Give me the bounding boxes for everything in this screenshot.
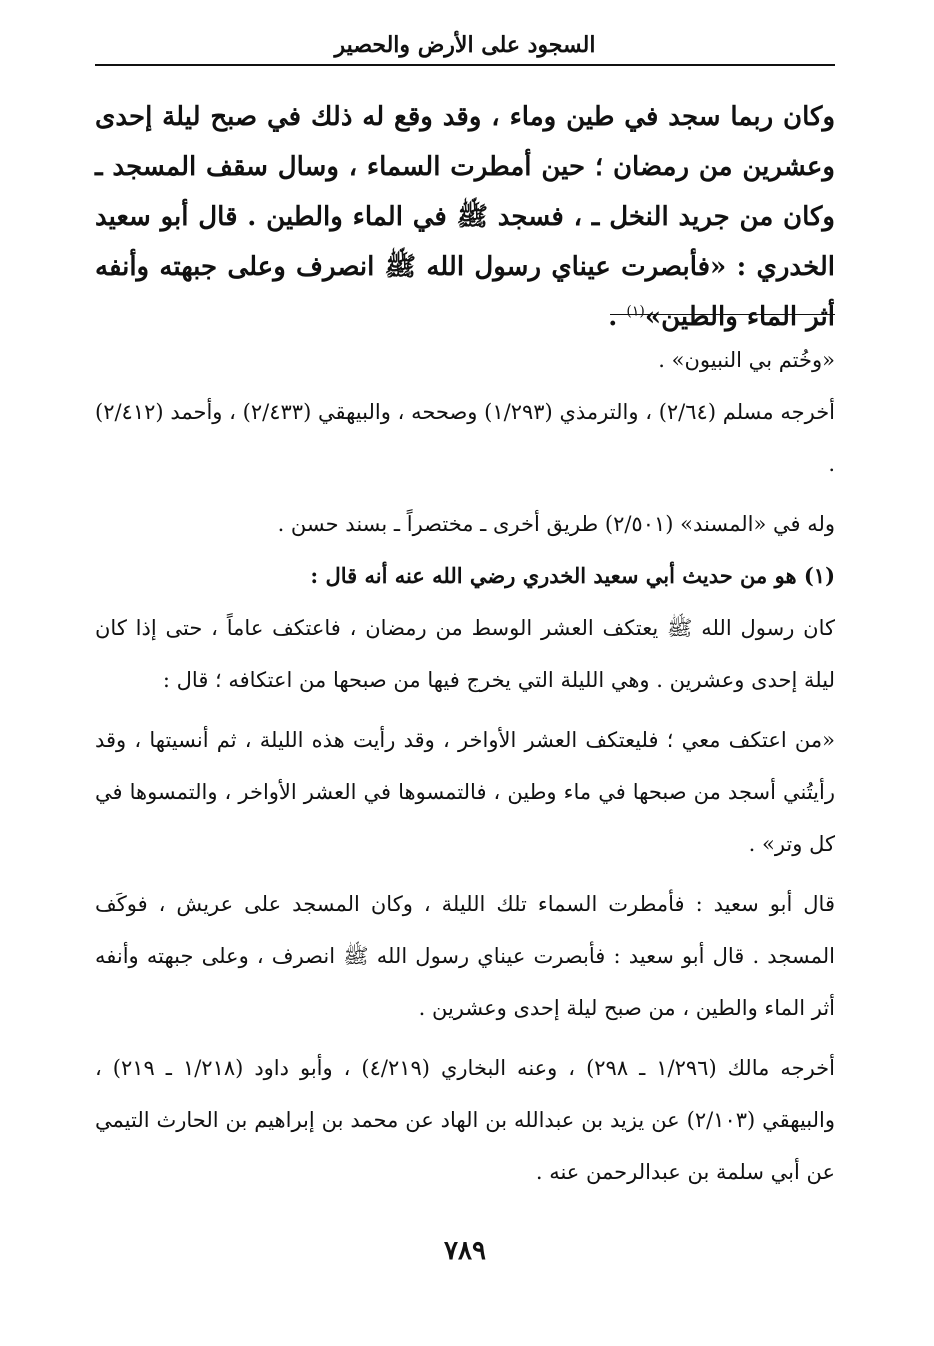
footnote-reference[interactable]: (١) [626,303,645,320]
footnotes [95,334,835,1206]
footnote-musnad-note: وله في «المسند» (٢/٥٠١) طريق أخرى ـ مختصراً ـ بسند حسن . [277,512,835,536]
main-paragraph-end: . [608,302,627,332]
footnote-1-quote: «من اعتكف معي ؛ فليعتكف العشر الأواخر ، وقد رأيت هذه الليلة ، ثم أنسيتها ، وقد رأيتُني أسجد من صبحها في ماء وطين ، فالتمسوها في العشر الأواخر ، والتمسوها في كل وتر» . [95,728,835,856]
page-number: ٧٨٩ [444,1236,486,1266]
main-paragraph-text: وكان ربما سجد في طين وماء ، وقد وقع له ذلك في صبح ليلة إحدى وعشرين من رمضان ؛ حين أمطرت السماء ، وسال سقف المسجد ـ وكان من جريد النخل ـ ، فسجد ﷺ في الماء والطين . قال أبو سعيد الخدري : «فأبصرت عيناي رسول الله ﷺ انصرف وعلى جبهته وأنفه أثر الماء والطين» [95,102,835,332]
footnote-1-paragraph: كان رسول الله ﷺ يعتكف العشر الوسط من رمضان ، فاعتكف عاماً ، حتى إذا كان ليلة إحدى وعشرين . وهي الليلة التي يخرج فيها من صبحها من اعتكافه ؛ قال : [95,616,835,692]
footnote-1-paragraph-2: قال أبو سعيد : فأمطرت السماء تلك الليلة ، وكان المسجد على عريش ، فوكَف المسجد . قال أبو سعيد : فأبصرت عيناي رسول الله ﷺ انصرف ، وعلى جبهته وأنفه أثر الماء والطين ، من صبح ليلة إحدى وعشرين . [95,892,835,1020]
footnote-1-intro: (١) هو من حديث أبي سعيد الخدري رضي الله عنه أنه قال : [310,563,835,588]
footnote-continuation: «وخُتم بي النبيون» . [658,348,835,372]
main-text [95,92,835,342]
footnote-1-takhrij: أخرجه مالك (١/٢٩٦ ـ ٢٩٨) ، وعنه البخاري (٤/٢١٩) ، وأبو داود (١/٢١٨ ـ ٢١٩) ، والبيهقي (٢/١٠٣) عن يزيد بن عبدالله بن الهاد عن محمد بن إبراهيم بن الحارث التيمي عن أبي سلمة بن عبدالرحمن عنه . [95,1056,835,1184]
running-header: السجود على الأرض والحصير [334,32,596,58]
header-rule [95,64,835,66]
main-paragraph [95,92,835,342]
footnote-takhrij: أخرجه مسلم (٢/٦٤) ، والترمذي (١/٢٩٣) وصححه ، والبيهقي (٢/٤٣٣) ، وأحمد (٢/٤١٢) . [95,400,836,476]
footnote-separator [610,314,835,315]
